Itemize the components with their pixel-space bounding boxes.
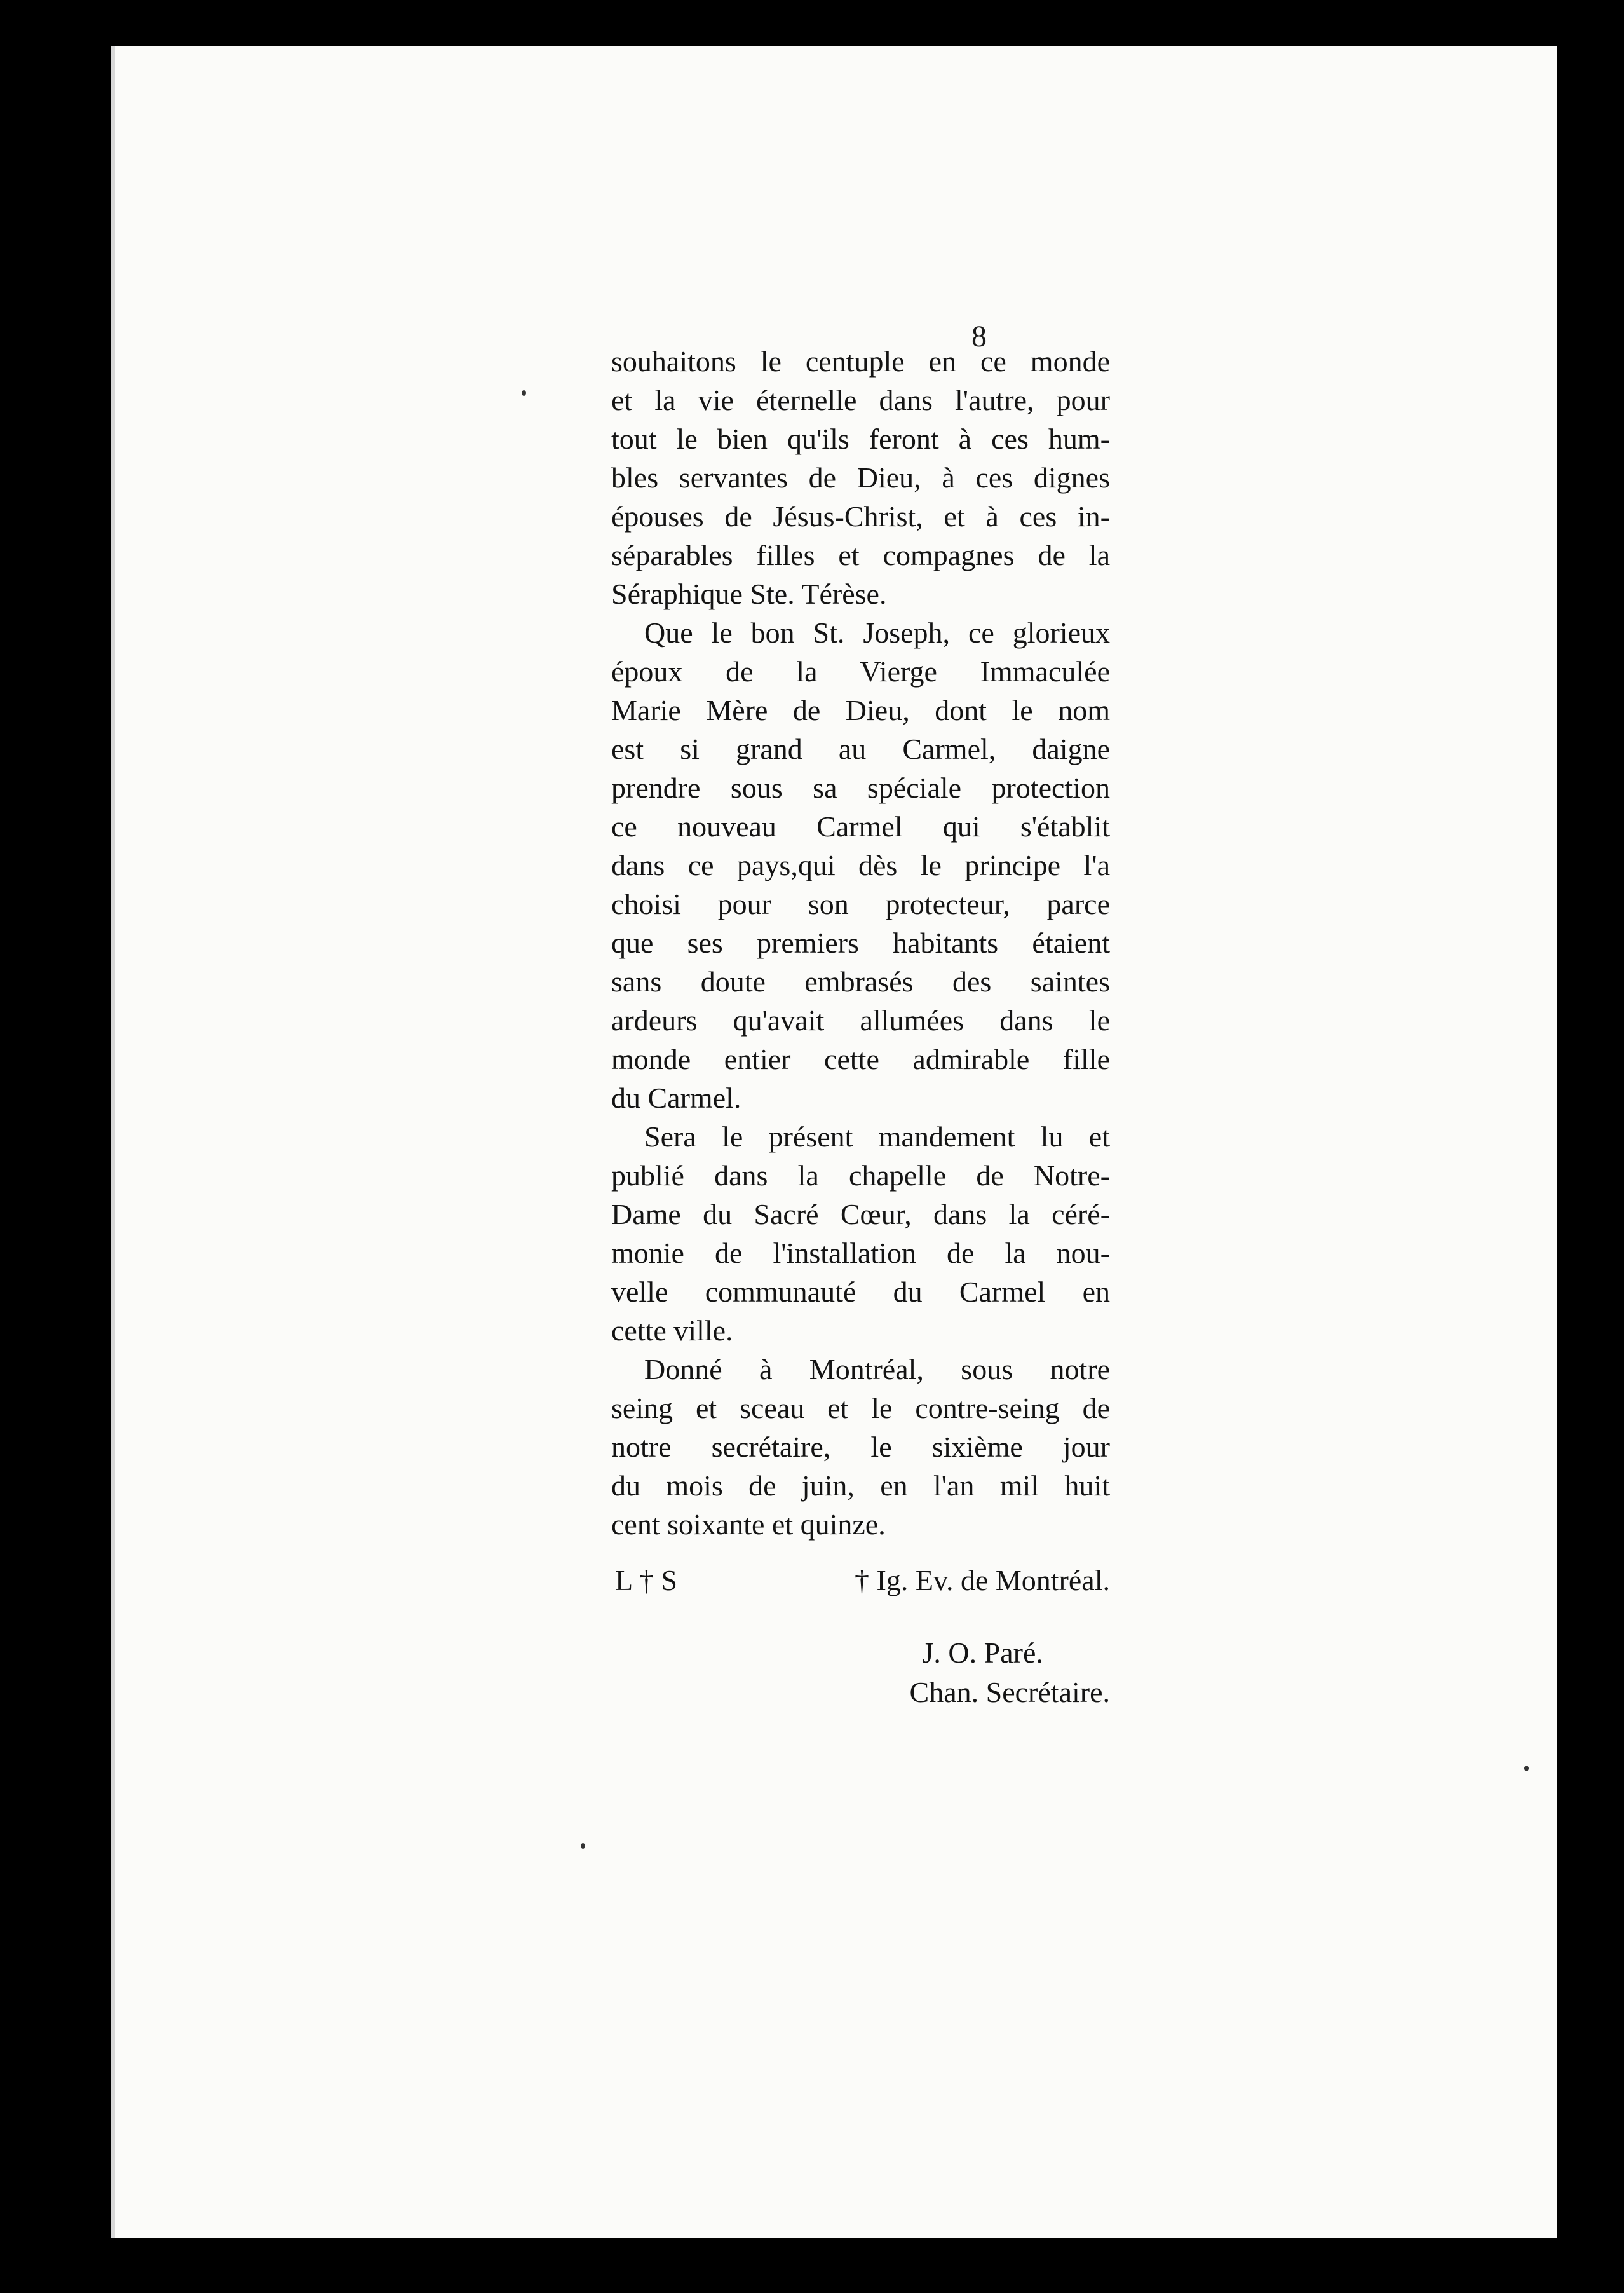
ink-speck: [522, 390, 526, 396]
text-line: Dame du Sacré Cœur, dans la céré-: [611, 1198, 1110, 1230]
ink-speck: [581, 1843, 585, 1849]
text-line: velle communauté du Carmel en: [611, 1276, 1110, 1308]
text-line: Séraphique Ste. Térèse.: [611, 578, 887, 610]
text-line: prendre sous sa spéciale protection: [611, 772, 1110, 804]
seal-mark: L † S: [615, 1564, 677, 1596]
text-line: Que le bon St. Joseph, ce glorieux: [644, 616, 1110, 649]
text-line: est si grand au Carmel, daigne: [611, 733, 1110, 765]
text-line: tout le bien qu'ils feront à ces hum-: [611, 423, 1110, 455]
text-line: Marie Mère de Dieu, dont le nom: [611, 694, 1110, 726]
page-number: 8: [971, 320, 987, 353]
text-line: que ses premiers habitants étaient: [611, 927, 1110, 959]
signature-row: [611, 1563, 1110, 1608]
text-line: seing et sceau et le contre-seing de: [611, 1392, 1110, 1424]
paragraph: [611, 613, 1110, 1117]
text-line: cette ville.: [611, 1314, 733, 1347]
secretary-name: J. O. Paré.: [922, 1636, 1043, 1669]
body-text: [611, 342, 1110, 1544]
ink-speck: [1524, 1766, 1529, 1771]
secretary-title: Chan. Secrétaire.: [909, 1676, 1110, 1708]
text-line: sans doute embrasés des saintes: [611, 965, 1110, 998]
signature-block: [611, 1563, 1110, 1708]
text-line: monde entier cette admirable fille: [611, 1043, 1110, 1075]
secretary-signature: [910, 1633, 1110, 1712]
text-line: ardeurs qu'avait allumées dans le: [611, 1004, 1110, 1037]
paragraph: [611, 342, 1110, 613]
text-line: époux de la Vierge Immaculée: [611, 655, 1110, 688]
text-line: épouses de Jésus-Christ, et à ces in-: [611, 500, 1110, 533]
text-line: Donné à Montréal, sous notre: [644, 1353, 1110, 1385]
text-line: choisi pour son protecteur, parce: [611, 888, 1110, 920]
text-line: cent soixante et quinze.: [611, 1508, 886, 1541]
text-line: monie de l'installation de la nou-: [611, 1237, 1110, 1269]
text-line: séparables filles et compagnes de la: [611, 539, 1110, 571]
paragraph: [611, 1350, 1110, 1544]
text-line: du mois de juin, en l'an mil huit: [611, 1469, 1110, 1502]
text-line: notre secrétaire, le sixième jour: [611, 1431, 1110, 1463]
text-line: bles servantes de Dieu, à ces dignes: [611, 461, 1110, 494]
bishop-signature: † Ig. Ev. de Montréal.: [855, 1564, 1110, 1596]
paragraph: [611, 1117, 1110, 1350]
text-line: souhaitons le centuple en ce monde: [611, 345, 1110, 378]
text-line: publié dans la chapelle de Notre-: [611, 1159, 1110, 1192]
text-line: et la vie éternelle dans l'autre, pour: [611, 384, 1110, 416]
text-line: ce nouveau Carmel qui s'établit: [611, 810, 1110, 843]
text-line: Sera le présent mandement lu et: [644, 1120, 1110, 1153]
text-line: dans ce pays,qui dès le principe l'a: [611, 849, 1110, 881]
text-line: du Carmel.: [611, 1082, 741, 1114]
